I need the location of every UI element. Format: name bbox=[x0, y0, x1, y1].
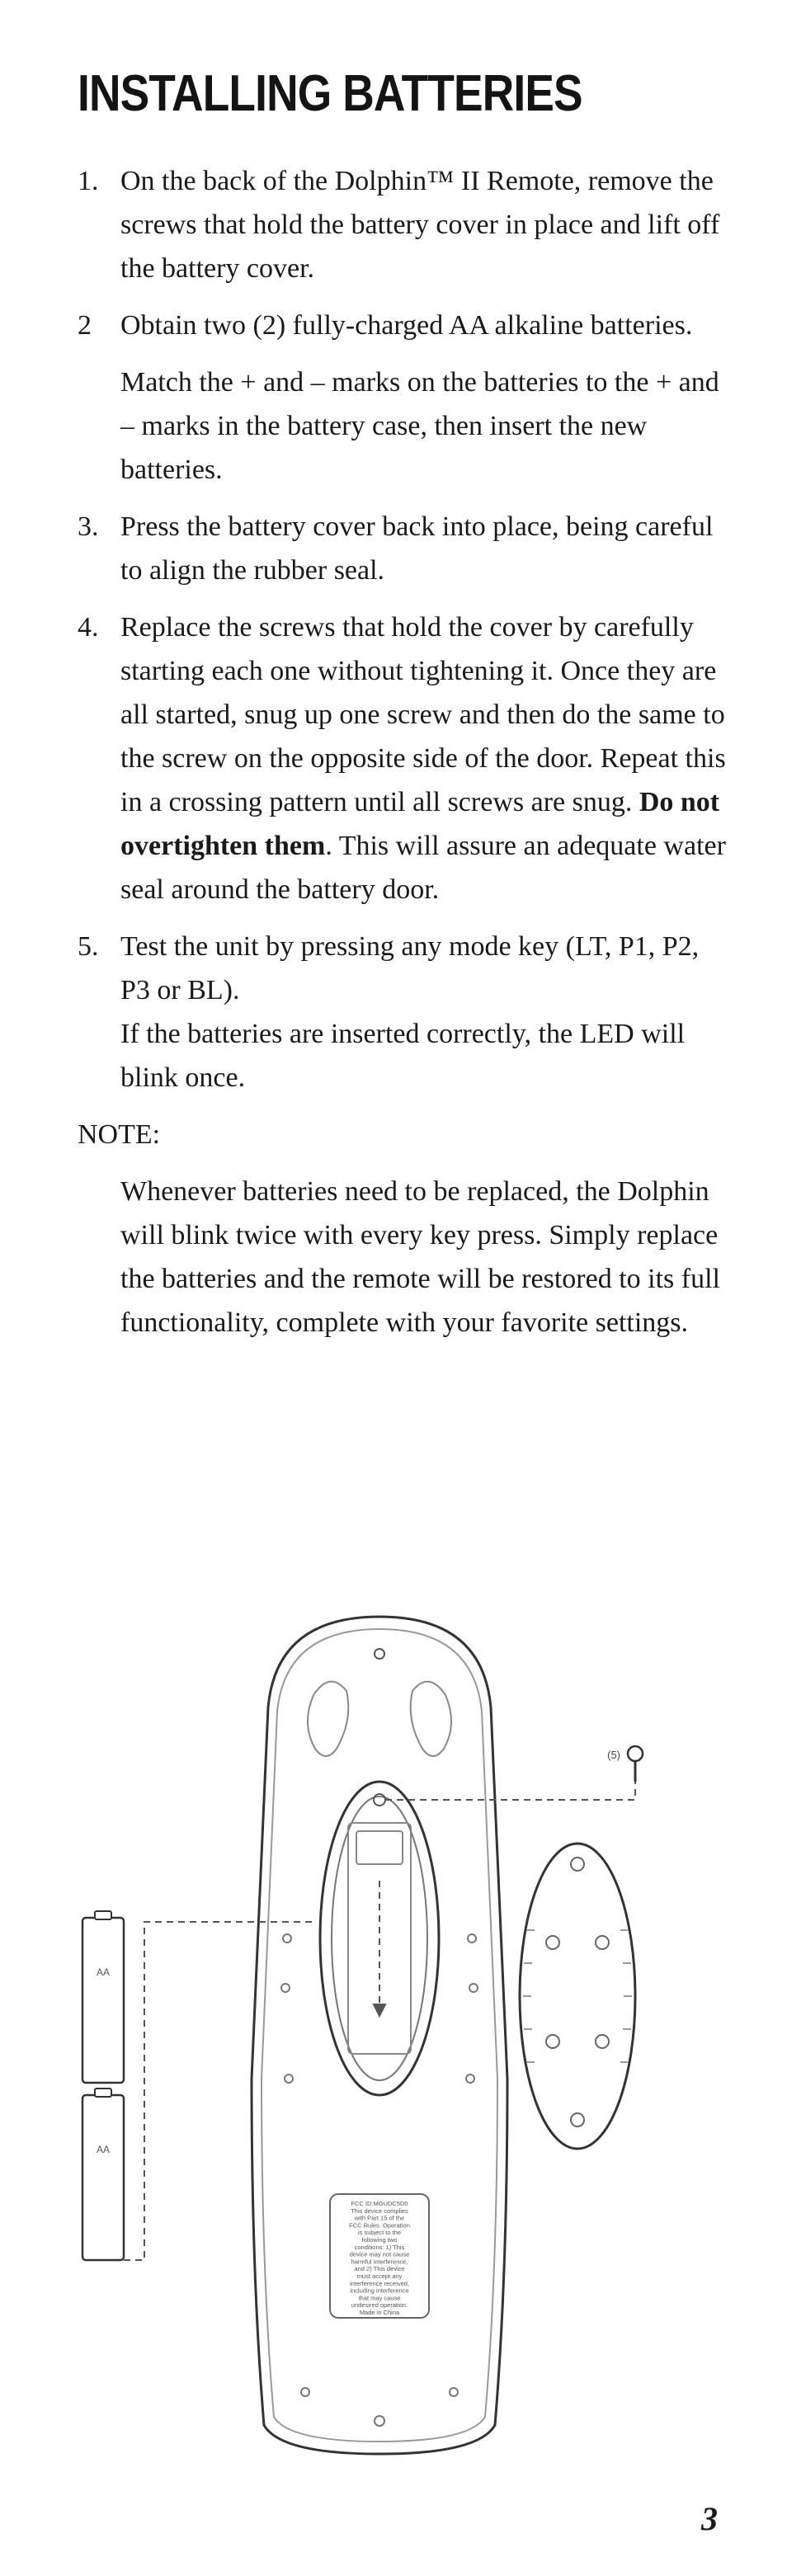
step-number: 2 bbox=[78, 310, 92, 341]
step-subtext: If the batteries are inserted correctly, the LED will blink once. bbox=[120, 1019, 686, 1093]
fcc-label-line: including interference bbox=[350, 2286, 409, 2295]
battery-cover bbox=[520, 1844, 635, 2149]
page-number: 3 bbox=[701, 2500, 718, 2537]
instructions bbox=[78, 159, 729, 1345]
step-number: 3. bbox=[78, 511, 99, 542]
step-number: 4. bbox=[78, 612, 99, 643]
step-text bbox=[120, 605, 729, 911]
note-label: NOTE: bbox=[78, 1119, 161, 1150]
screw-count-label: (5) bbox=[607, 1749, 620, 1761]
fcc-label-line: harmful interference, bbox=[351, 2258, 408, 2266]
page-title: INSTALLING BATTERIES bbox=[78, 65, 582, 122]
battery-top-label: AA bbox=[96, 1966, 111, 1978]
step-text: On the back of the Dolphin™ II Remote, remove the screws that hold the battery cover in place and lift off the battery cover. bbox=[120, 166, 720, 284]
step-2 bbox=[78, 304, 729, 492]
fcc-label-line: that may cause bbox=[358, 2294, 401, 2302]
step-text: Obtain two (2) fully-charged AA alkaline batteries. bbox=[120, 310, 693, 341]
screw-icon bbox=[628, 1746, 643, 1782]
step-number: 5. bbox=[78, 931, 99, 962]
fcc-label-line: This device complies bbox=[351, 2206, 408, 2215]
fcc-label-line: FCC ID:MGUDC5D0 bbox=[351, 2200, 408, 2207]
battery-top bbox=[82, 1911, 124, 2083]
warning-text: Do not overtighten them bbox=[120, 787, 720, 861]
battery-install-diagram bbox=[96, 1617, 676, 2483]
fcc-label-line: with Part 15 of the bbox=[354, 2214, 405, 2222]
fcc-label-line: interference received, bbox=[349, 2279, 410, 2287]
step-1 bbox=[78, 159, 729, 290]
fcc-label-line: is subject to the bbox=[357, 2229, 402, 2237]
fcc-label-line: and 2) This device bbox=[354, 2265, 405, 2273]
battery-bottom bbox=[82, 2089, 124, 2260]
step-text: Press the battery cover back into place, being careful to align the rubber seal. bbox=[120, 511, 714, 586]
fcc-label-line: FCC Rules. Operation bbox=[349, 2221, 410, 2230]
note-text: Whenever batteries need to be replaced, the Dolphin will blink twice with every key press. Simply replace the batteries and the remote will be restored to its full functionality, complete with your favorite settings. bbox=[120, 1176, 720, 1338]
step-text: Test the unit by pressing any mode key (LT, P1, P2, P3 or BL). bbox=[120, 931, 700, 1005]
step-number: 1. bbox=[78, 166, 99, 196]
fcc-label-line: must accept any bbox=[356, 2272, 403, 2280]
fcc-label-line: Made in China bbox=[359, 2309, 400, 2316]
remote-body-outline bbox=[252, 1617, 507, 2454]
fcc-label-line: undesired operation. bbox=[351, 2301, 408, 2310]
fcc-label-line: device may not cause bbox=[349, 2250, 410, 2258]
step-3 bbox=[78, 505, 729, 592]
step-text-main: Replace the screws that hold the cover by carefully starting each one without tightening it. Once they are all started, snug up one screw and then do the same to the screw on the opposite side of the door. Repeat this in a crossing pattern until all screws are snug. bbox=[120, 612, 726, 817]
battery-bottom-label: AA bbox=[96, 2144, 111, 2155]
step-subtext: Match the + and – marks on the batteries to the + and – marks in the battery case, then insert the new batteries. bbox=[120, 367, 719, 485]
step-text-rest: . This will assure an adequate water seal around the battery door. bbox=[120, 831, 726, 905]
fcc-label-line: following two bbox=[361, 2236, 398, 2244]
step-5 bbox=[78, 925, 729, 1100]
step-4 bbox=[78, 605, 729, 911]
fcc-label-line: conditions: 1) This bbox=[354, 2243, 405, 2251]
